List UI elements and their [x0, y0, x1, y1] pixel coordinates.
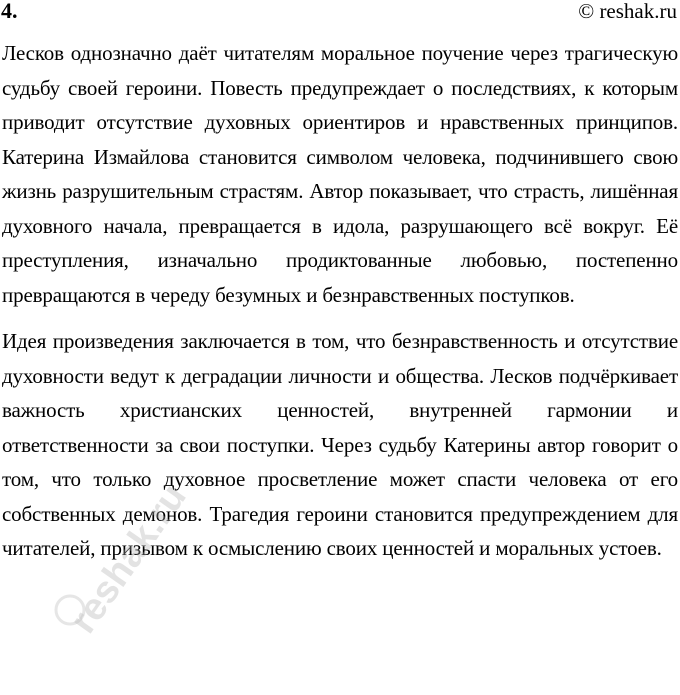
watermark-text: reshak.ru — [62, 476, 195, 641]
paragraph-2: Идея произведения заключается в том, что безнравственность и отсутствие духовности ведут к деградации личности и общества. Лесков подчёркивает важность христианских ценностей, внутренней гармонии и ответственности за свои поступки. Через судьбу Катерины автор говорит о том, что только духовное просветление может спасти человека от его собственных демонов. Трагедия героини становится предупреждением для читателей, призывом к осмыслению своих ценностей и моральных устоев. — [2, 329, 678, 560]
task-number: 4. — [1, 0, 18, 23]
page-header — [0, 0, 680, 28]
copyright-notice: © reshak.ru — [578, 0, 677, 23]
answer-text — [2, 36, 678, 566]
paragraph-1: Лесков однозначно даёт читателям моральное поучение через трагическую судьбу своей героини. Повесть предупреждает о последствиях, к которым приводит отсутствие духовных ориентиров и нравственных принципов. Катерина Измайлова становится символом человека, подчинившего свою жизнь разрушительным страстям. Автор показывает, что страсть, лишённая духовного начала, превращается в идола, разрушающего всё вокруг. Её преступления, изначально продиктованные любовью, постепенно превращаются в череду безумных и безнравственных поступков. — [2, 41, 678, 307]
